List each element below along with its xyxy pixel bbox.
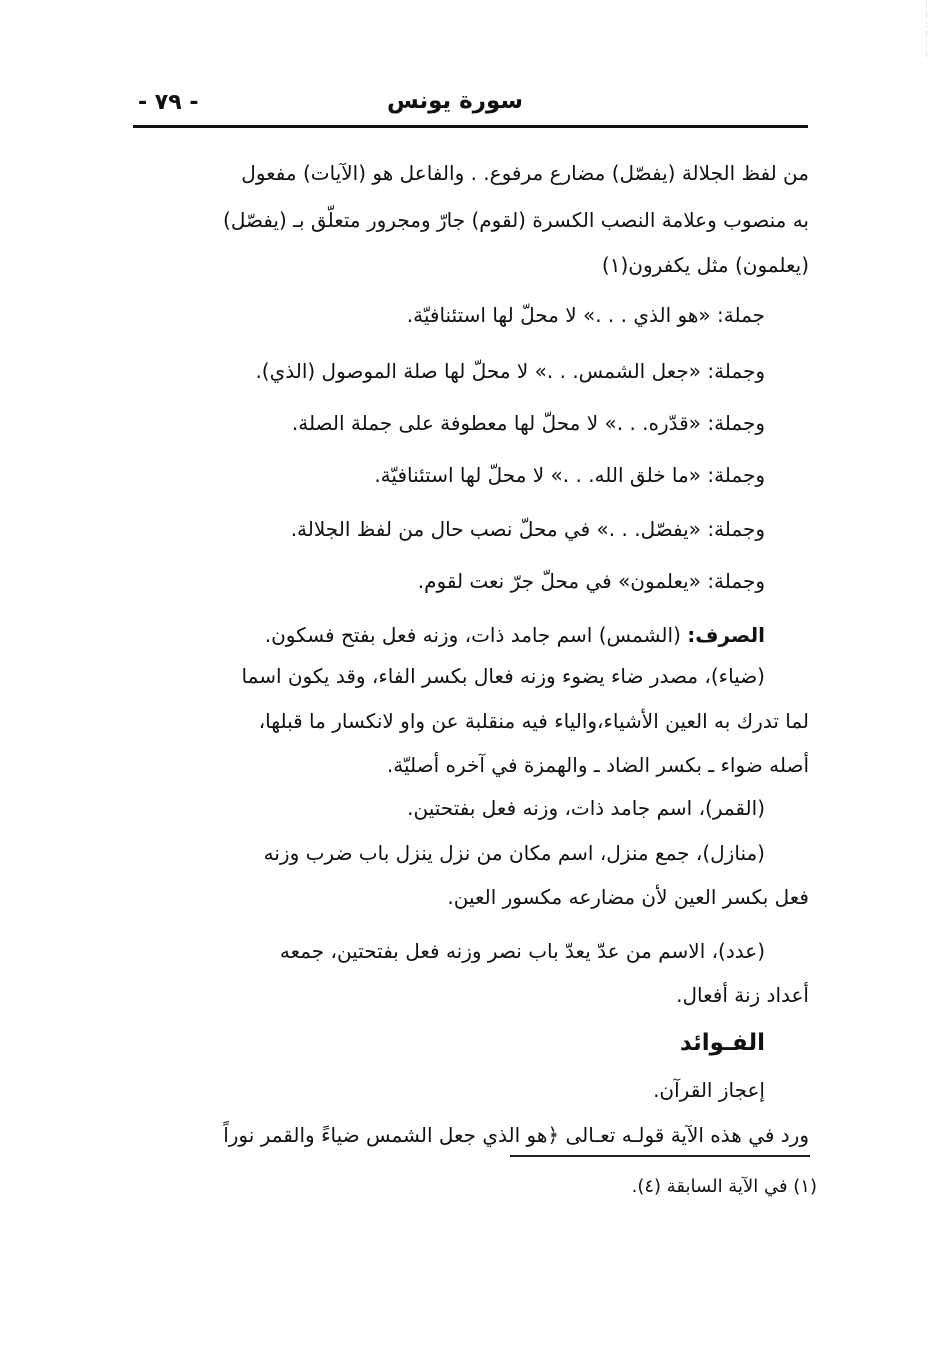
body-line-manazil-1: (منازل)، جمع منزل، اسم مكان من نزل ينزل باب ضرب وزنه [263,841,765,865]
body-line-adad-2: أعداد زنة أفعال. [676,983,809,1007]
body-line-manazil-2: فعل بكسر العين لأن مضارعه مكسور العين. [447,885,809,909]
sentence-line-1: جملة: «هو الذي . . .» لا محلّ لها استئنافيّة. [406,303,765,327]
sarf-label: الصرف: [687,623,765,647]
sentence-line-6: وجملة: «يعلمون» في محلّ جرّ نعت لقوم. [417,569,765,593]
page-header-title: سورة يونس [386,88,524,114]
sentence-line-5: وجملة: «يفصّل. . .» في محلّ نصب حال من لفظ الجلالة. [290,517,765,541]
body-line-2: به منصوب وعلامة النصب الكسرة (لقوم) جارّ ومجرور متعلّق بـ (يفصّل) [223,208,809,232]
body-line-3: (يعلمون) مثل يكفرون(١) [601,253,809,277]
scan-edge-noise: ⁞ ⁞ ⁝ ⁞ ⁝ ⁞ [925,0,928,60]
body-line-adad-1: (عدد)، الاسم من عدّ يعدّ باب نصر وزنه فعل بفتحتين، جمعه [279,939,765,963]
body-line-diya-1: (ضياء)، مصدر ضاء يضوء وزنه فعال بكسر الفاء، وقد يكون اسما [241,664,765,688]
body-line-qamar: (القمر)، اسم جامد ذات، وزنه فعل بفتحتين. [407,796,765,820]
body-line-1: من لفظ الجلالة (يفصّل) مضارع مرفوع. . والفاعل هو (الآيات) مفعول [241,161,809,185]
body-line-diya-3: أصله ضواء ـ بكسر الضاد ـ والهمزة في آخره أصليّة. [386,753,809,777]
sarf-line [265,620,765,650]
footnote: (١) في الآية السابقة (٤). [631,1176,817,1197]
sentence-line-4: وجملة: «ما خلق الله. . .» لا محلّ لها استئنافيّة. [374,463,765,487]
fawaid-heading: الفـوائد [679,1030,765,1056]
header-divider [133,125,808,128]
body-line-ijaz: إعجاز القرآن. [653,1078,765,1102]
page-number: - ٧٩ - [138,90,199,115]
body-line-verse: ورد في هذه الآية قولـه تعـالى ﴿هو الذي جعل الشمس ضياءً والقمر نوراً [223,1123,809,1147]
body-line-diya-2: لما تدرك به العين الأشياء،والياء فيه منقلبة عن واو لانكسار ما قبلها، [258,709,809,733]
sarf-text: (الشمس) اسم جامد ذات، وزنه فعل بفتح فسكون. [264,623,681,647]
footnote-divider [510,1155,810,1157]
sentence-line-3: وجملة: «قدّره. . .» لا محلّ لها معطوفة على جملة الصلة. [291,411,765,435]
sentence-line-2: وجملة: «جعل الشمس. . .» لا محلّ لها صلة الموصول (الذي). [255,359,765,383]
